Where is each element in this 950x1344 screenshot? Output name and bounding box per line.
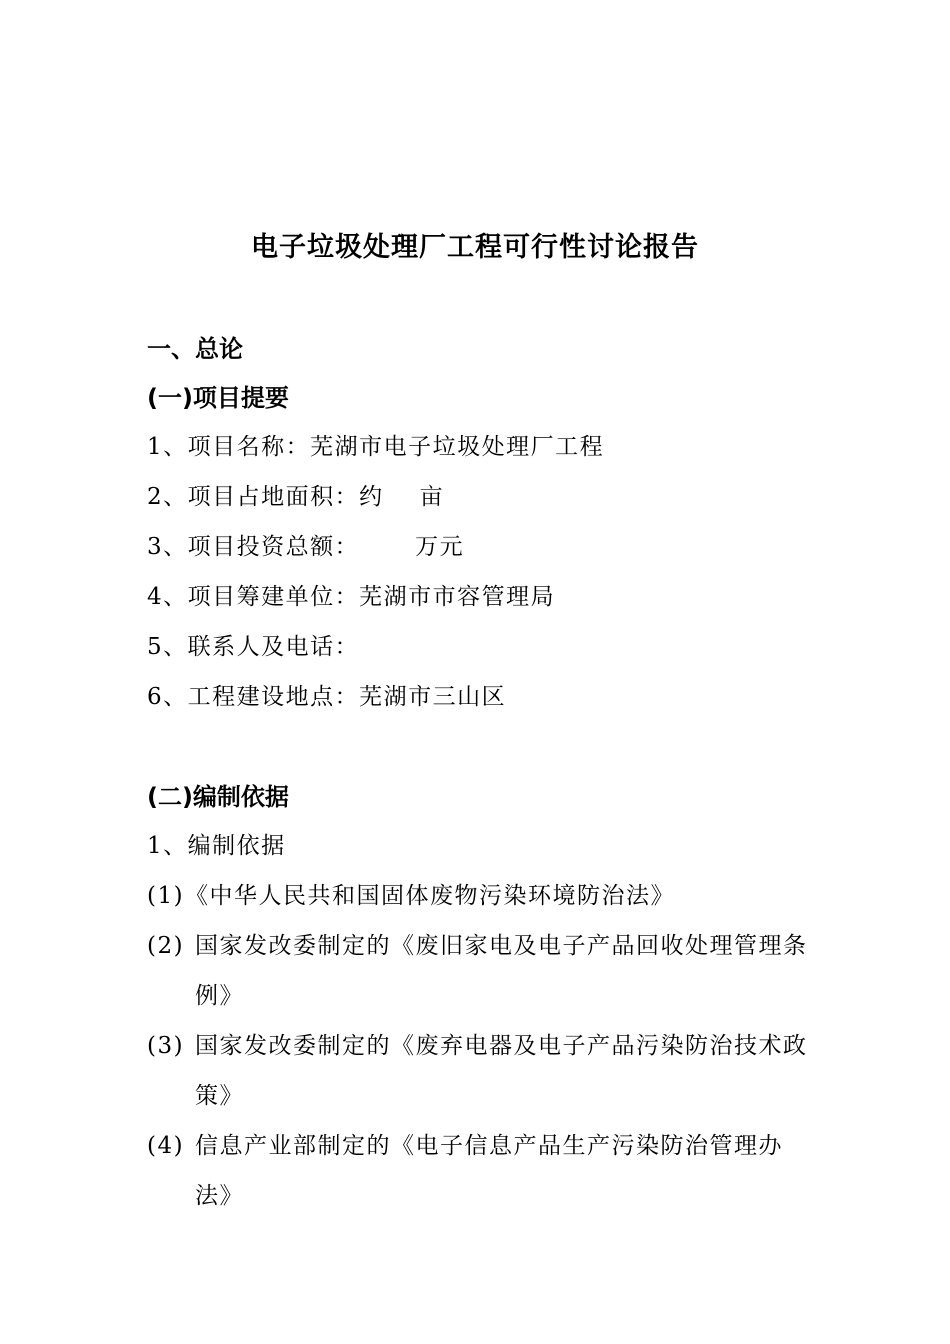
reference-item — [147, 1029, 817, 1121]
project-organizer-label: 4、项目筹建单位： — [147, 584, 360, 610]
project-investment-unit: 万元 — [415, 534, 465, 560]
reference-text: 信息产业部制定的《电子信息产品生产污染防治管理办法》 — [195, 1133, 783, 1209]
project-name-line — [147, 430, 604, 464]
project-investment-line — [147, 530, 464, 564]
project-investment-label: 3、项目投资总额： — [147, 534, 360, 560]
project-name-label: 1、项目名称： — [147, 434, 311, 460]
project-contact-label: 5、联系人及电话： — [147, 634, 360, 660]
reference-text: 《中华人民共和国固体废物污染环境防治法》 — [185, 883, 675, 909]
project-location-value: 芜湖市三山区 — [359, 684, 507, 710]
project-location-line — [147, 680, 506, 714]
document-title: 电子垃圾处理厂工程可行性讨论报告 — [251, 232, 699, 263]
reference-number: (3) — [147, 1033, 185, 1059]
section-heading-general: 一、总论 — [147, 335, 243, 363]
reference-item — [147, 929, 817, 1021]
project-area-prefix: 约 — [359, 484, 384, 510]
subsection-heading-basis: (二)编制依据 — [147, 783, 289, 811]
project-location-label: 6、工程建设地点： — [147, 684, 360, 710]
reference-text: 国家发改委制定的《废弃电器及电子产品污染防治技术政策》 — [195, 1033, 808, 1109]
reference-item — [147, 1129, 817, 1221]
basis-item-heading: 1、编制依据 — [147, 833, 286, 859]
reference-number: (1) — [147, 883, 185, 909]
project-area-line — [147, 480, 444, 514]
project-area-unit: 亩 — [419, 484, 445, 510]
subsection-heading-summary: (一)项目提要 — [147, 384, 289, 412]
project-name-value: 芜湖市电子垃圾处理厂工程 — [310, 434, 605, 460]
reference-text: 国家发改委制定的《废旧家电及电子产品回收处理管理条例》 — [195, 933, 808, 1009]
reference-item — [147, 879, 817, 921]
project-organizer-value: 芜湖市市容管理局 — [359, 584, 556, 610]
reference-number: (4) — [147, 1133, 185, 1159]
project-area-label: 2、项目占地面积： — [147, 484, 360, 510]
project-organizer-line — [147, 580, 555, 614]
reference-number: (2) — [147, 933, 185, 959]
project-contact-line — [147, 630, 359, 664]
